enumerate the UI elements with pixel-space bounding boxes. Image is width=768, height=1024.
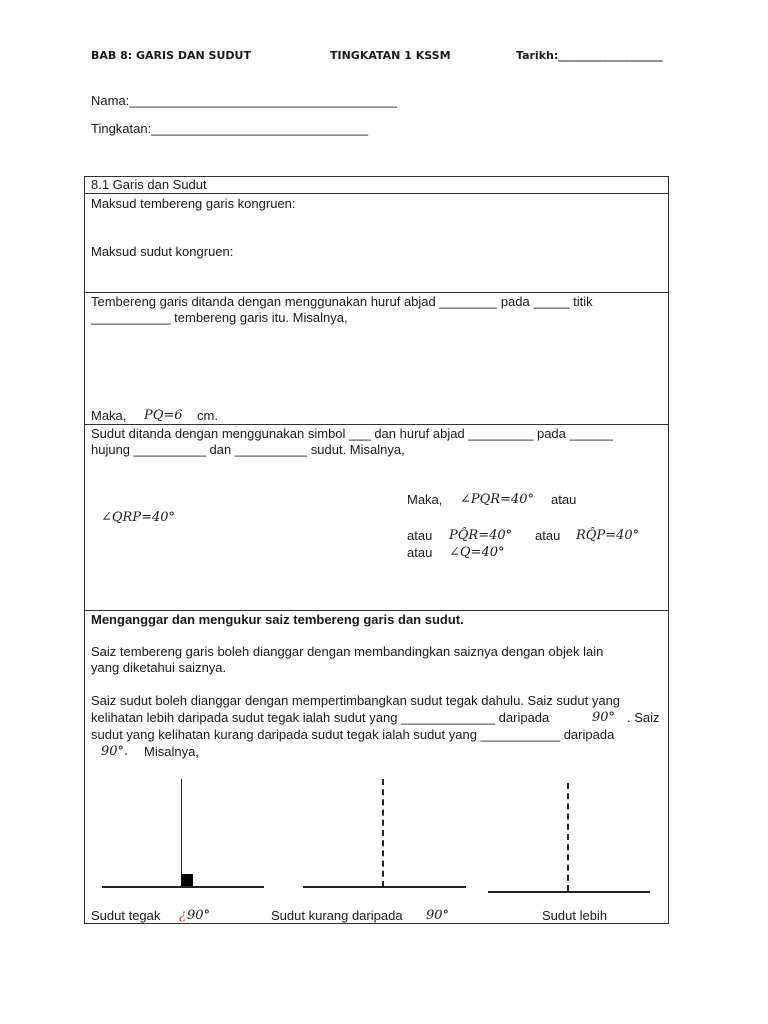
angle-qrp: ∠QRP=40° <box>101 510 176 525</box>
acute-angle-dashed-arm <box>382 779 384 887</box>
atau-label-1: atau <box>551 492 577 507</box>
estimation-p2-deg2: 90°. <box>101 744 129 759</box>
section-title-row <box>84 176 669 194</box>
angle-notation-cell <box>84 424 669 611</box>
acute-angle-base <box>303 886 466 888</box>
right-angle-base <box>102 886 264 888</box>
estimation-p1-line1: Saiz tembereng garis boleh dianggar dengan membandingkan saiznya dengan objek lain <box>91 644 604 659</box>
class-field: Tingkatan:______________________________ <box>91 121 369 136</box>
estimation-p2-misalnya: Misalnya, <box>144 744 199 759</box>
date-field: Tarikh:___________________ <box>516 49 663 62</box>
right-angle-deg: 90° <box>187 908 211 923</box>
maka-label: Maka, <box>91 408 127 423</box>
estimation-cell <box>84 610 669 924</box>
angle-rqp-hat: RQ̂P=40° <box>576 528 640 543</box>
congruent-angle-prompt: Maksud sudut kongruen: <box>91 244 234 259</box>
section-title: 8.1 Garis dan Sudut <box>91 177 207 192</box>
acute-angle-label: Sudut kurang daripada <box>271 908 403 923</box>
estimation-p2-deg: 90° <box>592 710 616 725</box>
angle-notation-line-2: hujung __________ dan __________ sudut. Misalnya, <box>91 442 405 457</box>
line-segment-notation-cell <box>84 292 669 425</box>
obtuse-angle-label: Sudut lebih <box>542 908 608 923</box>
right-angle-symbol: ¿ <box>179 908 186 923</box>
definitions-cell <box>84 193 669 293</box>
notation-line-2: ___________ tembereng garis itu. Misalnya, <box>91 310 348 325</box>
estimation-p2-line3: sudut yang kelihatan kurang daripada sudut tegak ialah sudut yang ___________ daripada <box>91 727 615 742</box>
obtuse-angle-dashed-arm <box>567 783 569 891</box>
segment-unit: cm. <box>197 408 218 423</box>
estimation-p2-line1: Saiz sudut boleh dianggar dengan mempertimbangkan sudut tegak dahulu. Saiz sudut yang <box>91 693 621 708</box>
chapter-title: BAB 8: GARIS DAN SUDUT <box>91 49 251 62</box>
segment-length-expr: PQ=6 <box>144 408 183 423</box>
obtuse-angle-base <box>488 891 650 893</box>
estimation-heading: Menganggar dan mengukur saiz tembereng garis dan sudut. <box>91 612 464 627</box>
atau-label-3: atau <box>535 528 561 543</box>
right-angle-vertical <box>181 779 182 887</box>
angle-pqr: ∠PQR=40° <box>460 492 535 507</box>
notation-line-1: Tembereng garis ditanda dengan menggunakan huruf abjad ________ pada _____ titik <box>91 294 593 309</box>
atau-label-4: atau <box>407 545 433 560</box>
atau-label-2: atau <box>407 528 433 543</box>
angle-pqr-hat: PQ̂R=40° <box>449 528 513 543</box>
form-level: TINGKATAN 1 KSSM <box>330 49 451 62</box>
angle-notation-line-1: Sudut ditanda dengan menggunakan simbol ___ dan huruf abjad _________ pada ______ <box>91 426 613 441</box>
estimation-p1-line2: yang diketahui saiznya. <box>91 660 227 675</box>
angle-maka-label: Maka, <box>407 492 443 507</box>
estimation-p2-line2-end: . Saiz <box>627 710 660 725</box>
right-angle-label: Sudut tegak <box>91 908 161 923</box>
estimation-p2-line2: kelihatan lebih daripada sudut tegak ialah sudut yang _____________ daripada <box>91 710 550 725</box>
line-segment-prompt: Maksud tembereng garis kongruen: <box>91 196 296 211</box>
acute-angle-deg: 90° <box>426 908 450 923</box>
angle-q: ∠Q=40° <box>449 545 505 560</box>
name-field: Nama:_____________________________________ <box>91 93 397 108</box>
